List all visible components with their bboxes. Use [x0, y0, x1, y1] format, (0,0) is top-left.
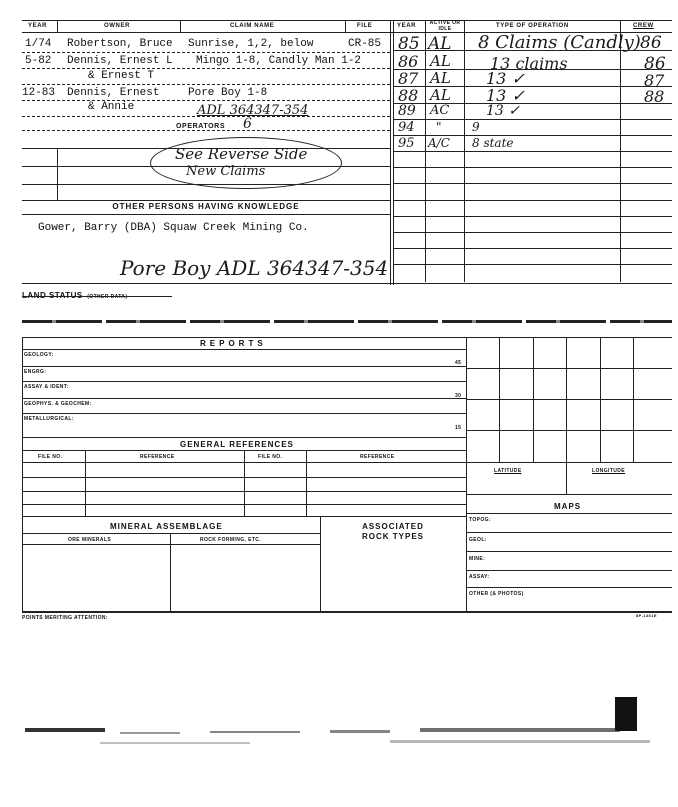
entry-owner-cont: & Ernest T	[88, 70, 155, 82]
ref-col-file-no: FILE NO.	[38, 454, 63, 460]
associated-label: ASSOCIATED	[362, 522, 424, 531]
ops-crew: 86	[644, 54, 666, 74]
handwritten-adl-number: ADL 364347-354	[197, 103, 309, 118]
ops-year: 87	[398, 69, 419, 88]
entry-year: 12-83	[22, 87, 56, 99]
maps-row-label: MINE:	[469, 556, 486, 562]
latitude-label: LATITUDE	[494, 468, 522, 474]
form-number: 8P-1461E	[636, 613, 657, 618]
report-row-label: GEOPHYS. & GEOCHEM:	[24, 401, 92, 407]
other-persons-title: OTHER PERSONS HAVING KNOWLEDGE	[112, 202, 300, 211]
footer-handwritten-note: Pore Boy ADL 364347-354	[120, 256, 389, 280]
ops-status: AL	[428, 34, 452, 54]
header-year: YEAR	[28, 23, 48, 29]
entry-owner-cont: & Annie	[88, 101, 135, 113]
land-status-sub: (OTHER DATA)	[87, 294, 128, 300]
ops-crew: 88	[644, 87, 665, 106]
header-active-idle: ACTIVE OR IDLE	[429, 20, 461, 32]
report-row-label: METALLURGICAL:	[24, 416, 74, 422]
ref-col-file-no-2: FILE NO.	[258, 454, 283, 460]
entry-year: 1/74	[25, 38, 52, 50]
maps-title: MAPS	[554, 502, 582, 511]
ops-crew: 87	[644, 71, 665, 90]
maps-row-label: GEOL:	[469, 537, 487, 543]
ops-status: AL	[430, 69, 451, 87]
ops-year: 86	[398, 52, 419, 71]
operators-value: 6	[243, 116, 252, 132]
entry-year: 5-82	[25, 55, 52, 67]
ops-status: "	[436, 120, 442, 134]
points-meriting-attention: POINTS MERITING ATTENTION:	[22, 615, 108, 621]
mineral-assemblage-title: MINERAL ASSEMBLAGE	[110, 522, 223, 531]
see-reverse-note: See Reverse Side	[175, 145, 308, 163]
ref-col-reference-2: REFERENCE	[360, 454, 395, 460]
report-row-num: 45	[455, 360, 462, 366]
rock-forming-label: ROCK FORMING, ETC.	[200, 537, 262, 543]
header-crew: CREW	[633, 23, 654, 29]
maps-row-label: ASSAY:	[469, 574, 490, 580]
reports-title: REPORTS	[200, 339, 267, 348]
report-row-label: ASSAY & IDENT:	[24, 384, 69, 390]
ops-type: 13 claims	[490, 54, 568, 73]
land-status-label: LAND STATUS	[22, 291, 83, 300]
land-status	[22, 285, 127, 303]
maps-row-label: TOPOG:	[469, 517, 492, 523]
header-year-ops: YEAR	[397, 23, 417, 29]
ops-year: 94	[398, 120, 415, 135]
ops-year: 85	[398, 34, 420, 54]
operators-label: OPERATORS	[176, 123, 226, 130]
other-persons-value: Gower, Barry (DBA) Squaw Creek Mining Co.	[38, 222, 309, 234]
header-owner: OWNER	[104, 23, 130, 29]
entry-owner: Dennis, Ernest L	[67, 55, 173, 67]
entry-claim: Sunrise, 1,2, below	[188, 38, 314, 50]
report-row-num: 30	[455, 393, 462, 399]
report-row-label: ENGRG:	[24, 369, 47, 375]
new-claims-note: New Claims	[186, 164, 266, 179]
ore-minerals-label: ORE MINERALS	[68, 537, 112, 543]
ops-type: 8 state	[472, 136, 514, 150]
ops-status: AL	[430, 86, 451, 104]
ops-type: 9	[472, 120, 480, 134]
entry-file: CR-85	[348, 38, 382, 50]
entry-claim: Mingo 1-8, Candly Man 1-2	[196, 55, 362, 67]
report-row-num: 15	[455, 425, 462, 431]
entry-claim: Pore Boy 1-8	[188, 87, 268, 99]
entry-owner: Robertson, Bruce	[67, 38, 173, 50]
ops-year: 95	[398, 136, 415, 151]
ops-crew: 86	[640, 33, 662, 53]
header-type-of-operation: TYPE OF OPERATION	[496, 23, 569, 29]
maps-row-label: OTHER (& PHOTOS)	[469, 591, 524, 597]
ops-status: AL	[430, 52, 451, 70]
ops-status: A/C	[428, 136, 450, 150]
header-claim-name: CLAIM NAME	[230, 23, 275, 29]
ops-type: 13 ✓	[486, 86, 525, 105]
scan-noise-strip	[22, 320, 672, 323]
general-references-title: GENERAL REFERENCES	[180, 440, 294, 449]
header-file: FILE	[357, 23, 373, 29]
ref-col-reference: REFERENCE	[140, 454, 175, 460]
ops-type: 13 ✓	[486, 69, 525, 88]
ops-type: 13 ✓	[486, 103, 520, 119]
ops-type: 8 Claims (Candly)	[478, 32, 641, 53]
ops-status: AC	[430, 103, 450, 118]
entry-owner: Dennis, Ernest	[67, 87, 160, 99]
ops-year: 88	[398, 86, 419, 105]
longitude-label: LONGITUDE	[592, 468, 626, 474]
report-row-label: GEOLOGY:	[24, 352, 54, 358]
rock-types-label: ROCK TYPES	[361, 532, 424, 541]
ops-year: 89	[398, 103, 416, 119]
